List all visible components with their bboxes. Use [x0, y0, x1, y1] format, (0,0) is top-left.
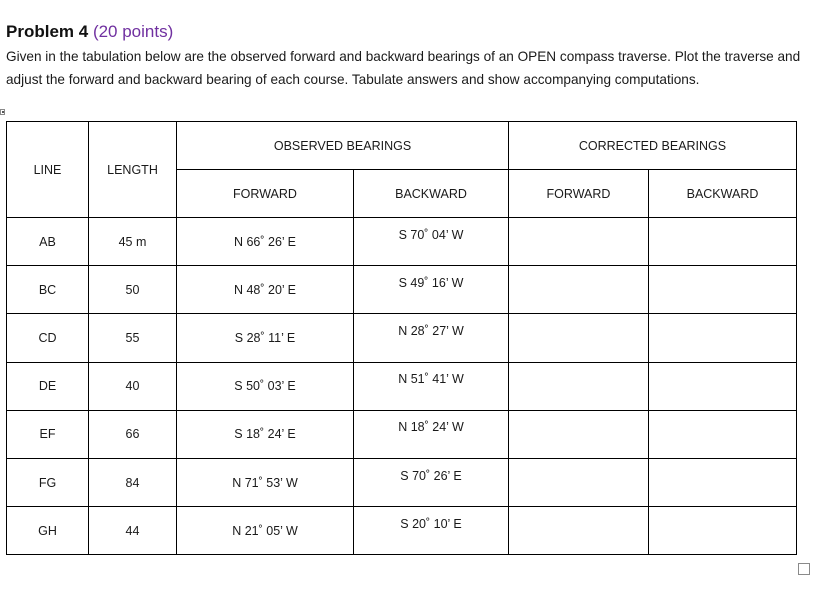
cell-length [89, 507, 177, 555]
cell-line [7, 410, 89, 458]
cell-observed-backward [354, 266, 509, 314]
cell-line [7, 507, 89, 555]
table-resize-handle[interactable] [798, 563, 810, 575]
cell-observed-forward-text: N 71˚ 53’ W [232, 475, 298, 490]
cell-length-text: 45 m [118, 234, 147, 249]
cell-corrected-backward[interactable] [649, 458, 797, 506]
cell-observed-forward-text: N 21˚ 05’ W [232, 523, 298, 538]
table-row [7, 266, 797, 314]
cell-observed-forward-text: S 18˚ 24’ E [234, 427, 296, 442]
header-observed-bearings: OBSERVED BEARINGS [177, 122, 509, 170]
cell-observed-backward-text: N 18˚ 24’ W [398, 420, 464, 435]
cell-observed-forward-text: S 28˚ 11’ E [234, 330, 296, 345]
cell-corrected-backward[interactable] [649, 314, 797, 362]
cell-observed-forward-text: S 50˚ 03’ E [234, 379, 296, 394]
cell-corrected-forward[interactable] [509, 458, 649, 506]
cell-length [89, 218, 177, 266]
cell-observed-backward-text: N 51˚ 41’ W [398, 372, 464, 387]
header-line: LINE [7, 122, 89, 218]
cell-line [7, 314, 89, 362]
cell-observed-backward [354, 218, 509, 266]
header-corrected-backward: BACKWARD [649, 170, 797, 218]
cell-observed-backward-text: S 70˚ 26’ E [400, 468, 462, 483]
cell-observed-forward [177, 507, 354, 555]
traverse-table [6, 121, 797, 555]
table-row [7, 314, 797, 362]
cell-line-text: GH [38, 523, 57, 538]
cell-length-text: 44 [125, 523, 140, 538]
cell-observed-backward [354, 314, 509, 362]
cell-length [89, 314, 177, 362]
cell-line-text: BC [38, 282, 57, 297]
header-corrected-forward: FORWARD [509, 170, 649, 218]
cell-length-text: 84 [125, 475, 140, 490]
header-observed-backward: BACKWARD [354, 170, 509, 218]
cell-length-text: 55 [125, 330, 140, 345]
cell-observed-backward [354, 458, 509, 506]
cell-line [7, 362, 89, 410]
cell-observed-backward-text: S 70˚ 04’ W [398, 227, 464, 242]
cell-length [89, 362, 177, 410]
table-row [7, 507, 797, 555]
cell-line-text: EF [39, 427, 56, 442]
cell-observed-forward [177, 314, 354, 362]
cell-length [89, 410, 177, 458]
problem-title [6, 22, 173, 42]
cell-corrected-forward[interactable] [509, 410, 649, 458]
cell-corrected-backward[interactable] [649, 410, 797, 458]
table-row [7, 362, 797, 410]
cell-corrected-forward[interactable] [509, 507, 649, 555]
cell-line-text: FG [38, 475, 57, 490]
header-corrected-bearings: CORRECTED BEARINGS [509, 122, 797, 170]
cell-corrected-forward[interactable] [509, 362, 649, 410]
problem-description: Given in the tabulation below are the observed forward and backward bearings of an OPEN compass traverse. Plot the traverse and adjust the forward and backward bearing of each course. Tabulate answers and show accompanying computations. [6, 49, 801, 87]
cell-corrected-forward[interactable] [509, 314, 649, 362]
cell-corrected-backward[interactable] [649, 218, 797, 266]
cell-observed-forward [177, 410, 354, 458]
cell-observed-backward [354, 362, 509, 410]
cell-corrected-forward[interactable] [509, 266, 649, 314]
cell-observed-backward [354, 507, 509, 555]
cell-length-text: 66 [125, 427, 140, 442]
cell-length-text: 50 [125, 282, 140, 297]
cell-observed-backward-text: S 20˚ 10’ E [400, 516, 462, 531]
cell-line [7, 266, 89, 314]
cell-line-text: AB [39, 234, 56, 249]
cell-observed-forward [177, 266, 354, 314]
table-row [7, 410, 797, 458]
header-observed-forward: FORWARD [177, 170, 354, 218]
table-row [7, 458, 797, 506]
header-row-top [7, 122, 797, 170]
cell-observed-forward-text: N 48˚ 20’ E [233, 282, 297, 297]
cell-corrected-forward[interactable] [509, 218, 649, 266]
cell-line [7, 458, 89, 506]
cell-line-text: DE [38, 379, 57, 394]
cell-line [7, 218, 89, 266]
problem-number: Problem 4 [6, 22, 89, 41]
cell-observed-backward-text: S 49˚ 16’ W [398, 275, 464, 290]
cell-length-text: 40 [125, 379, 140, 394]
table-row [7, 218, 797, 266]
cell-observed-forward-text: N 66˚ 26’ E [233, 234, 297, 249]
cell-observed-forward [177, 458, 354, 506]
cell-corrected-backward[interactable] [649, 266, 797, 314]
cell-length [89, 458, 177, 506]
cell-observed-forward [177, 362, 354, 410]
cell-corrected-backward[interactable] [649, 362, 797, 410]
cell-observed-backward [354, 410, 509, 458]
problem-points: (20 points) [92, 22, 174, 41]
cell-line-text: CD [38, 330, 57, 345]
cell-length [89, 266, 177, 314]
cell-corrected-backward[interactable] [649, 507, 797, 555]
header-length: LENGTH [89, 122, 177, 218]
cell-observed-backward-text: N 28˚ 27’ W [398, 323, 464, 338]
table-anchor-icon[interactable] [0, 109, 5, 115]
cell-observed-forward [177, 218, 354, 266]
